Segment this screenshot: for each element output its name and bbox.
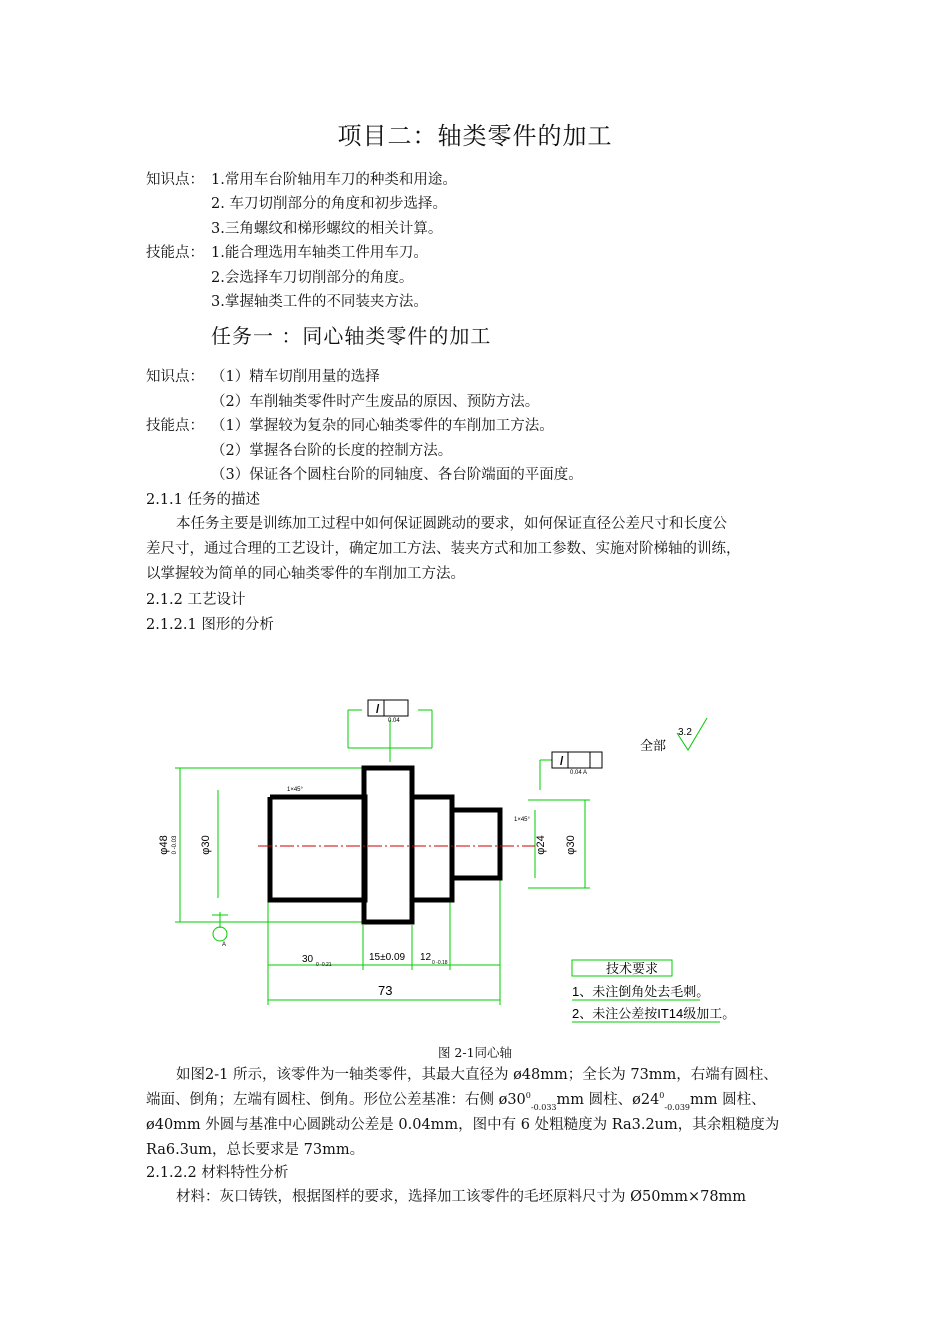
dim-30-tolerance: 0 -0.21: [316, 962, 332, 968]
skill-item: 3.掌握轴类工件的不同装夹方法。: [211, 294, 428, 310]
page-title: 项目二：轴类零件的加工: [337, 122, 613, 150]
paragraph-line: 差尺寸，通过合理的工艺设计，确定加工方法、装夹方式和加工参数、实施对阶梯轴的训练，: [146, 541, 741, 557]
tolerance-value-right: 0.04 A: [570, 770, 588, 776]
text-span: 端面、倒角；左端有圆柱、倒角。形位公差基准：右侧 ø30: [146, 1092, 526, 1108]
roughness-all-label: 全部: [640, 738, 667, 753]
dim-12-tolerance: 0 -0.18: [432, 960, 448, 966]
diameter-label-24: φ24: [535, 835, 547, 855]
diameter-tolerance-48: 0 -0.03: [172, 835, 178, 855]
diameter-label-48: φ48: [158, 835, 170, 855]
paragraph-line: 以掌握较为简单的同心轴类零件的车削加工方法。: [146, 566, 465, 582]
knowledge-item: 1.常用车台阶轴用车刀的种类和用途。: [211, 172, 457, 188]
paragraph-line: 材料：灰口铸铁，根据图样的要求，选择加工该零件的毛坯原料尺寸为 Ø50mm×78mm: [176, 1189, 747, 1205]
skill-item: 1.能合理选用车轴类工件用车刀。: [211, 245, 428, 261]
section-heading: 2.1.2.1 图形的分析: [146, 617, 274, 633]
tech-requirements-title: 技术要求: [606, 961, 659, 976]
dim-73: 73: [378, 983, 393, 998]
dim-30: 30: [302, 954, 314, 965]
datum-label: A: [222, 942, 227, 948]
knowledge-item: （2）车削轴类零件时产生废品的原因、预防方法。: [211, 394, 540, 410]
text-span: mm 圆柱、: [690, 1092, 766, 1108]
paragraph-material: [146, 1185, 808, 1210]
shaft-outline: [270, 768, 500, 922]
knowledge-item: 3.三角螺纹和梯形螺纹的相关计算。: [211, 221, 443, 237]
tolerance-lower: -0.033: [530, 1103, 557, 1112]
tolerance-upper: 0: [525, 1091, 531, 1100]
section-heading: 2.1.1 任务的描述: [146, 492, 261, 508]
skill-item: （3）保证各个圆柱台阶的同轴度、各台阶端面的平面度。: [211, 467, 583, 483]
paragraph-line-with-tolerances: [146, 1088, 808, 1113]
section-heading: 2.1.2 工艺设计: [146, 592, 246, 608]
skill-label-2: 技能点：: [146, 418, 204, 434]
tech-requirement-1: 1、未注倒角处去毛刺。: [572, 984, 710, 999]
tolerance-upper: 0: [659, 1091, 665, 1100]
shaft-drawing: [140, 660, 760, 1040]
diameter-label-30-left: φ30: [200, 835, 212, 855]
paragraph-line: ø40mm 外圆与基准中心圆跳动公差是 0.04mm，图中有 6 处粗糙度为 Ra3.2um，其余粗糙度为: [146, 1117, 780, 1133]
paragraph-task-description: [146, 512, 808, 587]
tech-requirement-2: 2、未注公差按IT14级加工。: [572, 1006, 736, 1021]
task-title: 任务一 ：同心轴类零件的加工: [211, 324, 492, 348]
runout-symbol-top: /: [376, 702, 380, 716]
diameter-label-30-right: φ30: [565, 835, 577, 855]
paragraph-line: 如图2-1 所示，该零件为一轴类零件，其最大直径为 ø48mm；全长为 73mm，右端有圆柱、: [176, 1067, 778, 1083]
text-span: mm 圆柱、ø24: [556, 1092, 660, 1108]
paragraph-line: 本任务主要是训练加工过程中如何保证圆跳动的要求，如何保证直径公差尺寸和长度公: [176, 516, 727, 532]
skill-item: （2）掌握各台阶的长度的控制方法。: [211, 443, 453, 459]
skill-label-1: 技能点：: [146, 245, 204, 261]
paragraph-figure-analysis: [146, 1063, 808, 1163]
runout-symbol-right: /: [560, 754, 564, 768]
tolerance-frames: [368, 700, 602, 768]
knowledge-item: 2. 车刀切削部分的角度和初步选择。: [211, 196, 447, 212]
knowledge-label-2: 知识点：: [146, 369, 204, 385]
dim-15: 15±0.09: [369, 952, 406, 963]
skill-item: （1）掌握较为复杂的同心轴类零件的车削加工方法。: [211, 418, 554, 434]
knowledge-label-1: 知识点：: [146, 172, 204, 188]
figure-caption: 图 2-1同心轴: [437, 1045, 513, 1060]
chamfer-right: 1×45°: [514, 817, 530, 823]
dim-12: 12: [420, 952, 432, 963]
tolerance-lower: -0.039: [664, 1103, 690, 1112]
knowledge-item: （1）精车切削用量的选择: [211, 369, 380, 385]
section-heading: 2.1.2.2 材料特性分析: [146, 1165, 289, 1181]
skill-item: 2.会选择车刀切削部分的角度。: [211, 270, 414, 286]
chamfer-left: 1×45°: [287, 787, 303, 793]
roughness-value: 3.2: [678, 727, 692, 738]
paragraph-line: Ra6.3um，总长要求是 73mm。: [146, 1142, 365, 1158]
tolerance-value-top: 0.04: [388, 718, 400, 724]
